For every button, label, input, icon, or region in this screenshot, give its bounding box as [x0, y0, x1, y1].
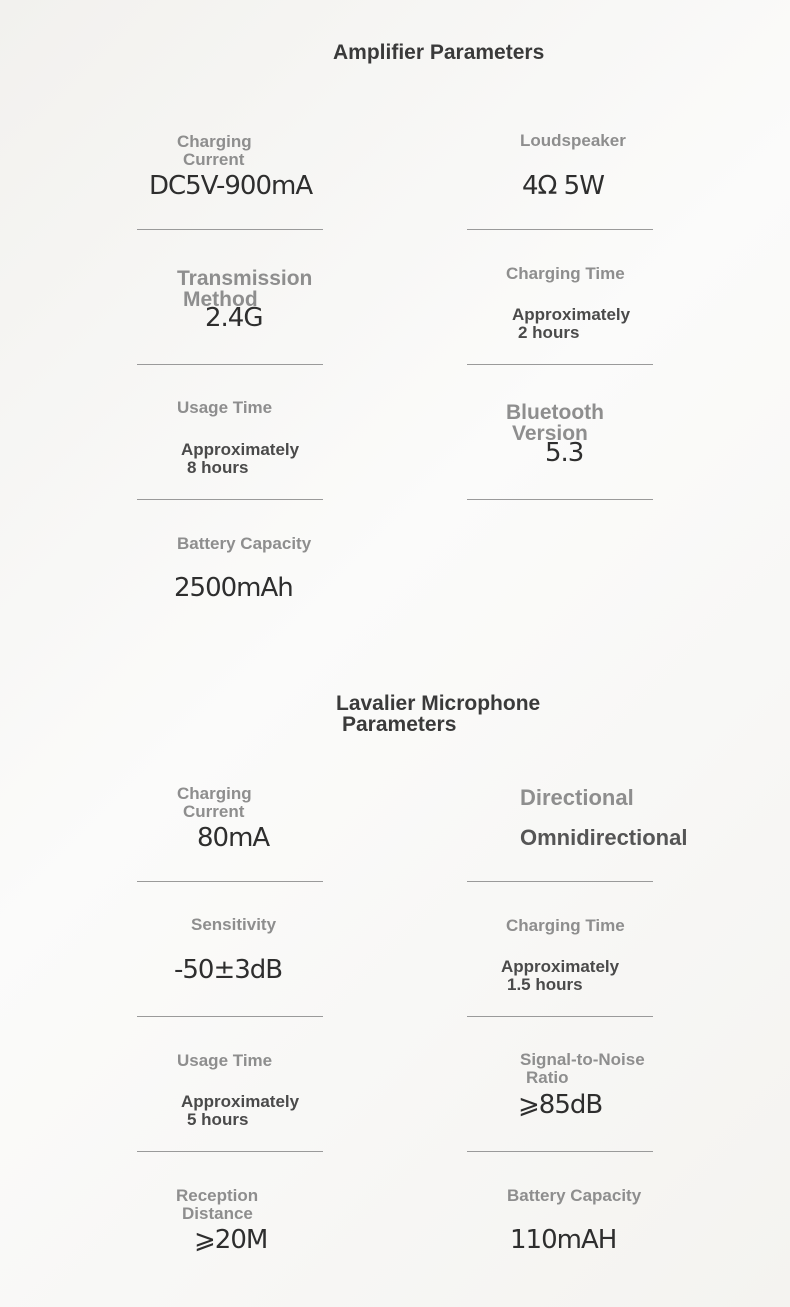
amp-charging-time-label: Charging Time	[506, 264, 625, 283]
mic-reception-distance-value: ⩾20M	[194, 1225, 268, 1255]
amp-usage-time-label: Usage Time	[177, 398, 273, 417]
title-line-1: Lavalier Microphone	[336, 692, 541, 715]
label-line-2: Current	[183, 150, 245, 169]
amp-charging-current-value: DC5V-900mA	[149, 171, 313, 201]
mic-charging-current-label	[177, 785, 252, 821]
label-line-2: Distance	[182, 1204, 253, 1223]
title-line-2: Parameters	[342, 713, 457, 736]
divider	[137, 1016, 323, 1017]
divider	[467, 229, 653, 230]
mic-directional-label: Directional	[520, 785, 634, 810]
mic-charging-time-label: Charging Time	[506, 916, 625, 935]
mic-battery-capacity-value: 110mAH	[510, 1225, 617, 1255]
label-line-2: Version	[512, 422, 588, 445]
label-line-1: Transmission	[177, 267, 313, 290]
amp-battery-capacity-label: Battery Capacity	[177, 534, 312, 553]
amp-bluetooth-version-value: 5.3	[545, 438, 584, 468]
divider	[137, 364, 323, 365]
mic-usage-time-label: Usage Time	[177, 1051, 273, 1070]
divider	[137, 881, 323, 882]
amp-battery-capacity-value: 2500mAh	[174, 573, 293, 603]
label-line-1: Bluetooth	[506, 401, 604, 424]
mic-charging-current-value: 80mA	[197, 823, 270, 853]
value-line-2: 8 hours	[187, 458, 249, 477]
value-line-1: Approximately	[181, 1092, 300, 1111]
divider	[467, 364, 653, 365]
amplifier-title: Amplifier Parameters	[333, 41, 545, 64]
mic-snr-label	[520, 1051, 645, 1087]
mic-usage-time-value	[181, 1093, 299, 1129]
divider	[137, 499, 323, 500]
value-line-2: 2 hours	[518, 323, 580, 342]
amp-loudspeaker-value: 4Ω 5W	[522, 171, 604, 201]
amp-transmission-method-value: 2.4G	[205, 303, 263, 333]
mic-battery-capacity-label: Battery Capacity	[507, 1186, 642, 1205]
divider	[467, 1151, 653, 1152]
amp-usage-time-value	[181, 441, 299, 477]
divider	[467, 1016, 653, 1017]
label-line-1: Signal-to-Noise	[520, 1050, 645, 1069]
mic-snr-value: ⩾85dB	[518, 1090, 603, 1120]
label-line-2: Ratio	[526, 1068, 569, 1087]
value-line-2: 5 hours	[187, 1110, 249, 1129]
amp-charging-current-label	[177, 133, 252, 169]
value-line-2: 1.5 hours	[507, 975, 583, 994]
mic-reception-distance-label	[176, 1187, 258, 1223]
label-line-1: Charging	[177, 784, 252, 803]
divider	[137, 1151, 323, 1152]
divider	[137, 229, 323, 230]
label-line-1: Reception	[176, 1186, 259, 1205]
divider	[467, 499, 653, 500]
amp-loudspeaker-label: Loudspeaker	[520, 131, 626, 150]
value-line-1: Approximately	[181, 440, 300, 459]
microphone-title	[336, 693, 540, 735]
label-line-2: Method	[183, 288, 258, 311]
amp-charging-time-value	[512, 306, 630, 342]
mic-sensitivity-value: -50±3dB	[174, 955, 283, 985]
label-line-1: Charging	[177, 132, 252, 151]
value-line-1: Approximately	[512, 305, 631, 324]
mic-charging-time-value	[501, 958, 619, 994]
mic-directional-value: Omnidirectional	[520, 825, 688, 850]
mic-sensitivity-label: Sensitivity	[191, 915, 277, 934]
label-line-2: Current	[183, 802, 245, 821]
divider	[467, 881, 653, 882]
value-line-1: Approximately	[501, 957, 620, 976]
